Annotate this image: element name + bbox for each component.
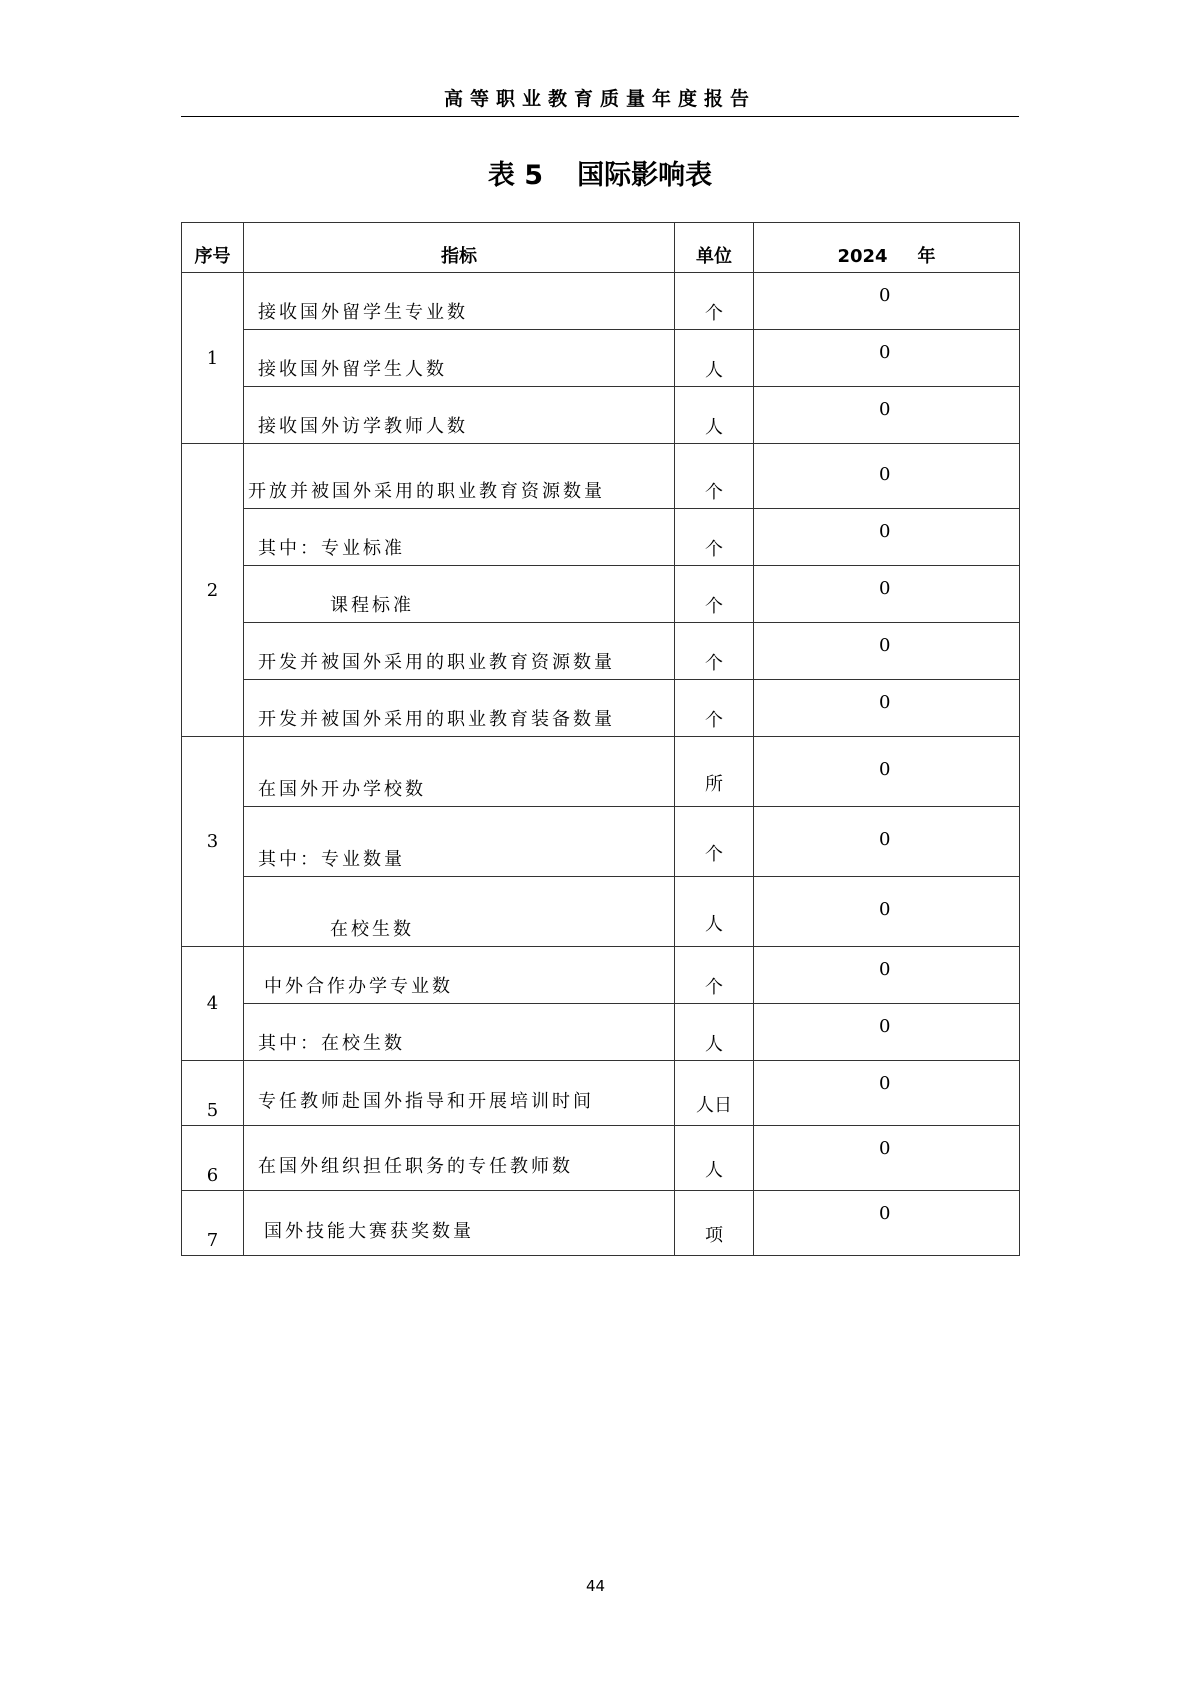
unit-cell: 个 [675, 623, 754, 680]
header-indicator: 指标 [244, 223, 675, 273]
value-cell: 0 [754, 623, 1020, 680]
table-row [182, 680, 1020, 737]
seq-cell: 5 [182, 1061, 244, 1126]
value-cell: 0 [754, 1004, 1020, 1061]
seq-cell: 1 [182, 273, 244, 444]
table-row [182, 387, 1020, 444]
table-row [182, 330, 1020, 387]
indicator-cell: 课程标准 [244, 566, 675, 623]
seq-cell: 4 [182, 947, 244, 1061]
table-header-row [182, 223, 1020, 273]
indicator-cell: 接收国外留学生专业数 [244, 273, 675, 330]
value-cell: 0 [754, 330, 1020, 387]
unit-cell: 人日 [675, 1061, 754, 1126]
value-cell: 0 [754, 680, 1020, 737]
indicator-cell: 接收国外访学教师人数 [244, 387, 675, 444]
indicator-cell: 在校生数 [244, 877, 675, 947]
table-row [182, 807, 1020, 877]
unit-cell: 人 [675, 330, 754, 387]
indicator-cell: 其中：专业数量 [244, 807, 675, 877]
unit-cell: 个 [675, 807, 754, 877]
unit-cell: 人 [675, 877, 754, 947]
unit-cell: 个 [675, 444, 754, 509]
value-cell: 0 [754, 273, 1020, 330]
table-row [182, 444, 1020, 509]
value-cell: 0 [754, 737, 1020, 807]
table-row [182, 1004, 1020, 1061]
indicator-cell: 国外技能大赛获奖数量 [244, 1191, 675, 1256]
indicator-cell: 在国外开办学校数 [244, 737, 675, 807]
header-year-number: 2024 [837, 246, 888, 267]
unit-cell: 人 [675, 387, 754, 444]
unit-cell: 个 [675, 680, 754, 737]
value-cell: 0 [754, 1126, 1020, 1191]
running-header: 高等职业教育质量年度报告 [181, 86, 1019, 117]
table-row [182, 1126, 1020, 1191]
indicator-cell: 中外合作办学专业数 [244, 947, 675, 1004]
indicator-cell: 专任教师赴国外指导和开展培训时间 [244, 1061, 675, 1126]
value-cell: 0 [754, 947, 1020, 1004]
table-title-text: 国际影响表 [577, 160, 713, 191]
value-cell: 0 [754, 509, 1020, 566]
seq-cell: 7 [182, 1191, 244, 1256]
value-cell: 0 [754, 1191, 1020, 1256]
table-row [182, 1061, 1020, 1126]
unit-cell: 人 [675, 1004, 754, 1061]
value-cell: 0 [754, 387, 1020, 444]
header-year [754, 223, 1020, 273]
seq-cell: 2 [182, 444, 244, 737]
table-row [182, 509, 1020, 566]
table-row [182, 273, 1020, 330]
indicator-cell: 开放并被国外采用的职业教育资源数量 [244, 444, 675, 509]
indicator-cell: 其中：在校生数 [244, 1004, 675, 1061]
seq-cell: 3 [182, 737, 244, 947]
table-title-number: 表 5 [487, 160, 544, 191]
table-row [182, 737, 1020, 807]
table-row [182, 1191, 1020, 1256]
indicator-cell: 开发并被国外采用的职业教育装备数量 [244, 680, 675, 737]
unit-cell: 个 [675, 947, 754, 1004]
table-row [182, 623, 1020, 680]
seq-cell: 6 [182, 1126, 244, 1191]
unit-cell: 个 [675, 509, 754, 566]
international-impact-table [181, 222, 1020, 1256]
table-row [182, 947, 1020, 1004]
value-cell: 0 [754, 807, 1020, 877]
indicator-cell: 其中：专业标准 [244, 509, 675, 566]
unit-cell: 项 [675, 1191, 754, 1256]
unit-cell: 个 [675, 566, 754, 623]
unit-cell: 个 [675, 273, 754, 330]
value-cell: 0 [754, 1061, 1020, 1126]
header-seq: 序号 [182, 223, 244, 273]
value-cell: 0 [754, 566, 1020, 623]
unit-cell: 所 [675, 737, 754, 807]
page-number: 44 [585, 1577, 606, 1595]
table-row [182, 566, 1020, 623]
indicator-cell: 接收国外留学生人数 [244, 330, 675, 387]
header-year-suffix: 年 [917, 246, 936, 267]
value-cell: 0 [754, 877, 1020, 947]
unit-cell: 人 [675, 1126, 754, 1191]
indicator-cell: 在国外组织担任职务的专任教师数 [244, 1126, 675, 1191]
header-unit: 单位 [675, 223, 754, 273]
table-title [181, 156, 1019, 196]
value-cell: 0 [754, 444, 1020, 509]
indicator-cell: 开发并被国外采用的职业教育资源数量 [244, 623, 675, 680]
table-row [182, 877, 1020, 947]
